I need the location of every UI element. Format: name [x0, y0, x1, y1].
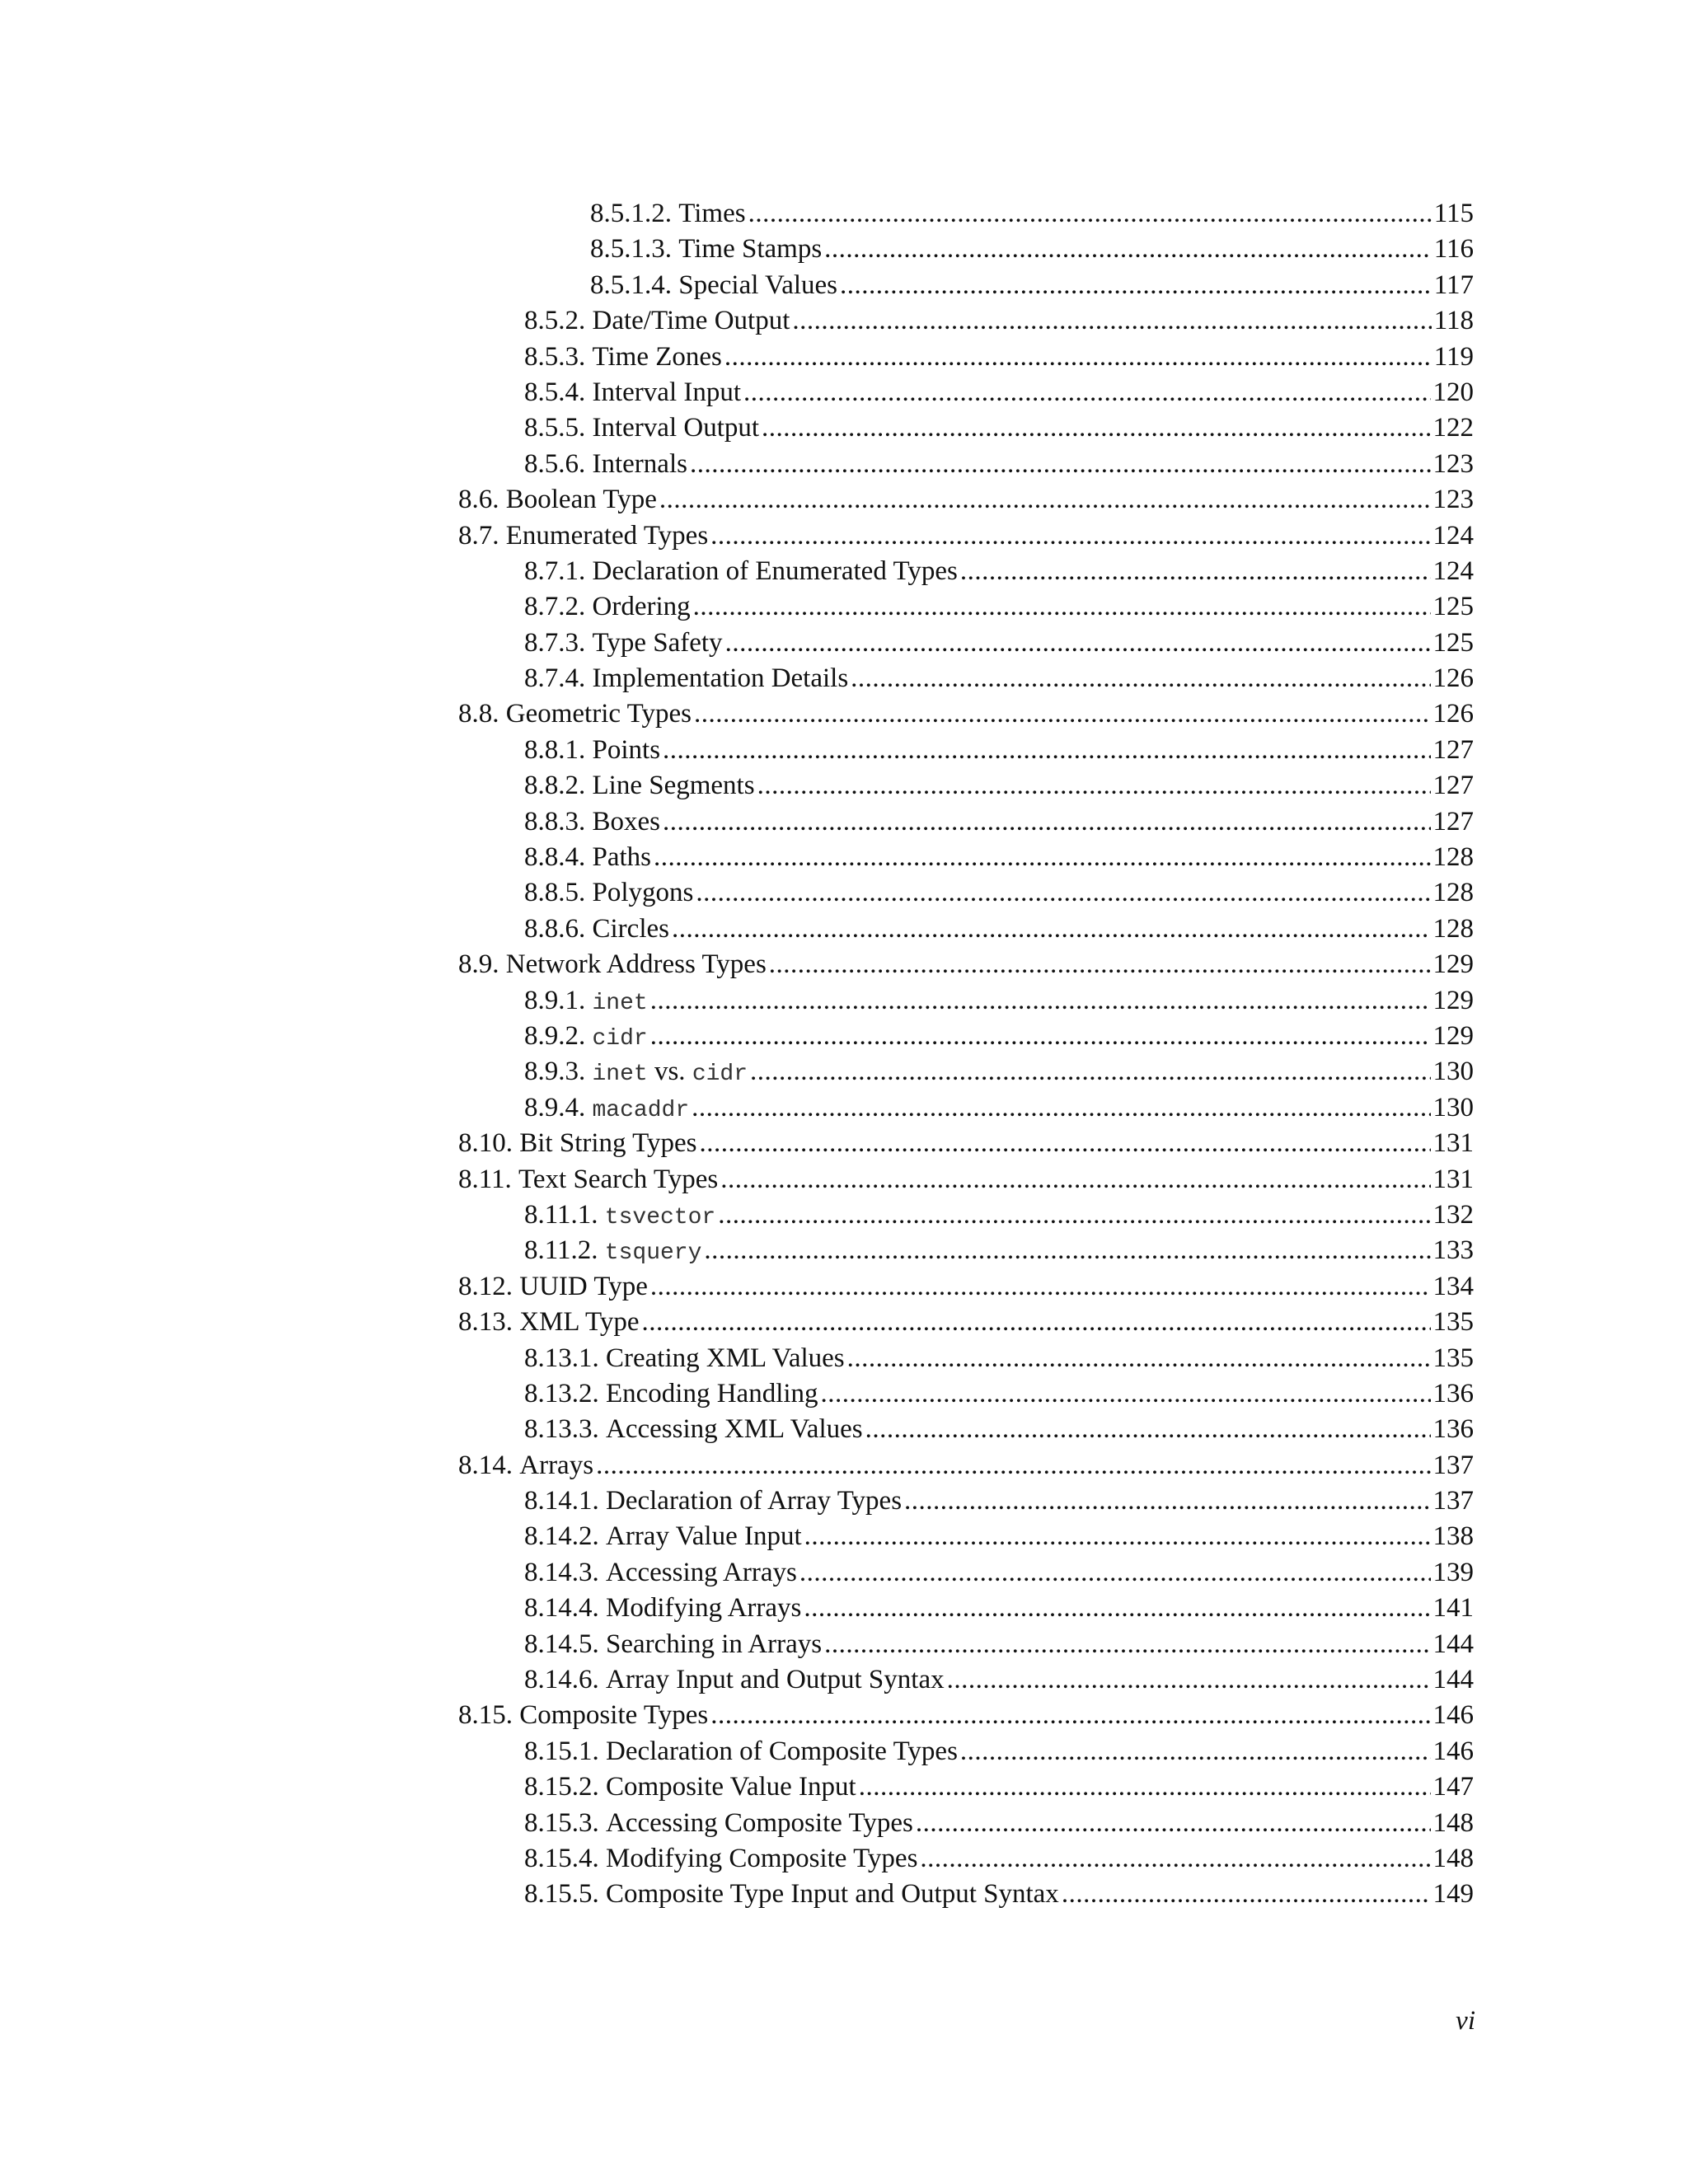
toc-entry-title-text: Composite Type Input and Output Syntax: [606, 1879, 1059, 1910]
toc-entry-page: 128: [1432, 913, 1474, 944]
toc-entry-page: 149: [1432, 1879, 1474, 1910]
toc-entry-page: 126: [1432, 699, 1474, 729]
toc-entry[interactable]: [458, 1483, 1474, 1519]
toc-dot-leader: [824, 1627, 1430, 1662]
toc-entry-title: [598, 1233, 702, 1268]
toc-dot-leader: [960, 554, 1431, 589]
toc-entry-number: 8.13.2.: [524, 1378, 599, 1408]
toc-entry[interactable]: [458, 410, 1474, 446]
toc-entry-title: [585, 554, 958, 589]
toc-entry-number: 8.9.4.: [524, 1092, 586, 1122]
toc-entry-title: [585, 661, 848, 696]
toc-entry-number: 8.13.: [458, 1307, 513, 1338]
toc-entry[interactable]: [458, 696, 1474, 732]
toc-entry-page: 125: [1432, 592, 1474, 622]
toc-entry[interactable]: [458, 482, 1474, 518]
toc-dot-leader: [704, 1233, 1430, 1268]
toc-entry-page: 128: [1432, 878, 1474, 908]
toc-dot-leader: [792, 303, 1431, 339]
toc-entry-title-text: Date/Time Output: [592, 306, 790, 336]
toc-entry-page: 148: [1432, 1843, 1474, 1873]
toc-entry-page: 138: [1432, 1521, 1474, 1552]
toc-entry-title-text: Text Search Types: [518, 1164, 719, 1194]
toc-entry-number: 8.15.1.: [524, 1736, 599, 1766]
toc-entry-title: [598, 1197, 716, 1233]
toc-entry-title-text: Line Segments: [592, 771, 755, 801]
toc-entry-number: 8.8.6.: [524, 913, 586, 944]
toc-entry[interactable]: [458, 1269, 1474, 1305]
toc-entry-number: 8.8.3.: [524, 806, 586, 837]
toc-entry-number: 8.14.: [458, 1450, 513, 1480]
toc-entry-title-text: Time Zones: [592, 341, 722, 372]
toc-entry[interactable]: [458, 1090, 1474, 1126]
toc-entry-title: [585, 447, 687, 482]
toc-entry-title: [585, 1054, 748, 1090]
toc-entry-page: 124: [1432, 520, 1474, 551]
toc-entry-title-text: Interval Input: [592, 377, 742, 407]
toc-dot-leader: [847, 1341, 1431, 1376]
toc-entry-title: [585, 410, 759, 446]
toc-entry-number: 8.11.1.: [524, 1199, 598, 1230]
toc-dot-leader: [710, 1698, 1430, 1733]
toc-entry[interactable]: [458, 1412, 1474, 1447]
toc-entry-page: 133: [1432, 1235, 1474, 1266]
toc-entry-number: 8.14.3.: [524, 1557, 599, 1587]
toc-entry-number: 8.5.1.4.: [590, 269, 672, 300]
toc-entry-page: 129: [1432, 1020, 1474, 1051]
toc-entry-title: [585, 840, 651, 875]
toc-entry-page: 144: [1432, 1629, 1474, 1659]
toc-dot-leader: [710, 518, 1430, 554]
toc-entry-title: [599, 1519, 802, 1554]
toc-entry-code: cidr: [692, 1062, 748, 1088]
toc-entry[interactable]: [458, 1019, 1474, 1054]
toc-entry-title: [585, 375, 741, 410]
toc-entry[interactable]: [458, 947, 1474, 982]
toc-dot-leader: [743, 375, 1430, 410]
toc-dot-leader: [804, 1519, 1431, 1554]
toc-dot-leader: [1062, 1877, 1431, 1912]
toc-entry-title: [599, 1483, 902, 1519]
toc-entry-title: [513, 1305, 640, 1340]
toc-entry[interactable]: [458, 447, 1474, 482]
toc-dot-leader: [663, 733, 1430, 768]
toc-entry-number: 8.5.3.: [524, 341, 586, 372]
toc-entry[interactable]: [458, 1662, 1474, 1698]
toc-entry-page: 117: [1433, 269, 1474, 300]
toc-entry[interactable]: [458, 1734, 1474, 1769]
toc-dot-leader: [859, 1769, 1431, 1805]
toc-dot-leader: [840, 268, 1432, 303]
toc-entry-title: [599, 1877, 1059, 1912]
toc-entry-number: 8.5.6.: [524, 448, 586, 479]
toc-entry-page: 123: [1432, 448, 1474, 479]
toc-dot-leader: [663, 804, 1431, 840]
toc-entry-number: 8.15.4.: [524, 1843, 599, 1873]
toc-entry[interactable]: [458, 1341, 1474, 1376]
toc-entry-title: [499, 947, 767, 982]
toc-entry[interactable]: [458, 375, 1474, 410]
toc-entry-page: 131: [1432, 1128, 1474, 1159]
toc-dot-leader: [865, 1412, 1431, 1447]
toc-entry-page: 134: [1432, 1271, 1474, 1301]
toc-entry-title-text: XML Type: [519, 1307, 640, 1338]
toc-entry-title-text: Network Address Types: [505, 949, 767, 980]
toc-entry-title-text: Interval Output: [592, 413, 760, 443]
toc-entry-number: 8.10.: [458, 1128, 513, 1159]
toc-entry-number: 8.7.2.: [524, 592, 586, 622]
table-of-contents: [458, 196, 1474, 1913]
toc-entry-title: [585, 912, 669, 947]
toc-entry-page: 119: [1433, 341, 1474, 372]
toc-entry-number: 8.15.3.: [524, 1807, 599, 1838]
toc-entry-title-text: Times: [678, 199, 746, 228]
toc-dot-leader: [724, 340, 1432, 375]
toc-entry-title: [513, 1448, 593, 1483]
toc-entry-page: 129: [1432, 985, 1474, 1015]
toc-entry-page: 131: [1432, 1164, 1474, 1194]
toc-entry-number: 8.9.1.: [524, 985, 586, 1015]
toc-entry-title-text: Composite Value Input: [606, 1772, 856, 1802]
toc-entry-title: [585, 589, 690, 625]
toc-entry-number: 8.9.: [458, 949, 499, 980]
toc-dot-leader: [960, 1734, 1431, 1769]
toc-entry[interactable]: [458, 1555, 1474, 1591]
toc-entry-page: 130: [1432, 1092, 1474, 1122]
toc-entry-title: [499, 518, 709, 554]
toc-entry-title: [585, 983, 647, 1019]
toc-entry[interactable]: [458, 983, 1474, 1019]
toc-entry[interactable]: [458, 554, 1474, 589]
toc-entry-title: [499, 696, 692, 732]
toc-entry-page: 127: [1432, 734, 1474, 765]
toc-entry-title-text: Encoding Handling: [606, 1378, 818, 1408]
toc-entry-title: [599, 1841, 918, 1877]
toc-entry[interactable]: [458, 1126, 1474, 1161]
toc-entry-page: 139: [1432, 1557, 1474, 1587]
toc-dot-leader: [824, 232, 1432, 267]
toc-dot-leader: [596, 1448, 1430, 1483]
toc-entry-title-text: Accessing Composite Types: [606, 1807, 913, 1838]
toc-entry-page: 125: [1432, 627, 1474, 658]
toc-entry-page: 136: [1432, 1378, 1474, 1408]
toc-entry[interactable]: [458, 1698, 1474, 1733]
toc-entry-title-text: Modifying Arrays: [606, 1593, 802, 1624]
toc-dot-leader: [947, 1662, 1431, 1698]
toc-entry-number: 8.11.2.: [524, 1235, 598, 1266]
toc-entry-number: 8.5.1.2.: [590, 199, 672, 228]
toc-entry-title: [585, 1019, 647, 1054]
toc-entry-title: [599, 1555, 797, 1591]
toc-entry-title-text: Accessing XML Values: [606, 1414, 863, 1445]
toc-entry-page: 116: [1433, 234, 1474, 265]
toc-entry-title-text: Boxes: [592, 806, 660, 837]
toc-entry-number: 8.8.1.: [524, 734, 586, 765]
toc-entry-title: [672, 196, 746, 232]
toc-entry-page: 124: [1432, 555, 1474, 586]
toc-entry-title-text: Boolean Type: [505, 485, 657, 515]
toc-entry-page: 135: [1432, 1343, 1474, 1373]
toc-dot-leader: [650, 1019, 1431, 1054]
toc-entry-title-text: Array Input and Output Syntax: [606, 1665, 945, 1695]
toc-entry[interactable]: [458, 340, 1474, 375]
toc-entry[interactable]: [458, 518, 1474, 554]
toc-entry[interactable]: [458, 1627, 1474, 1662]
toc-entry-page: 137: [1432, 1450, 1474, 1480]
toc-entry-title: [499, 482, 657, 518]
toc-entry-title: [513, 1126, 697, 1161]
toc-entry[interactable]: [458, 626, 1474, 661]
toc-entry-title-text: vs.: [647, 1057, 692, 1087]
toc-entry-code: cidr: [592, 1025, 648, 1052]
toc-dot-leader: [804, 1591, 1430, 1626]
toc-entry-page: 122: [1432, 413, 1474, 443]
toc-entry[interactable]: [458, 589, 1474, 625]
toc-entry-title-text: Composite Types: [519, 1700, 709, 1731]
toc-entry-number: 8.9.2.: [524, 1020, 586, 1051]
toc-entry-code: tsvector: [604, 1204, 716, 1230]
toc-entry-page: 115: [1433, 199, 1474, 228]
toc-dot-leader: [659, 482, 1431, 518]
toc-entry-title-text: Paths: [592, 842, 652, 873]
toc-entry-number: 8.13.1.: [524, 1343, 599, 1373]
toc-entry-number: 8.7.4.: [524, 663, 586, 694]
toc-entry-number: 8.14.2.: [524, 1521, 599, 1552]
toc-entry-page: 135: [1432, 1307, 1474, 1338]
toc-entry-title: [585, 768, 754, 804]
toc-dot-leader: [700, 1126, 1431, 1161]
toc-entry[interactable]: [458, 1806, 1474, 1841]
toc-entry-title: [599, 1412, 863, 1447]
toc-entry-title-text: UUID Type: [519, 1271, 648, 1301]
toc-entry-title: [599, 1806, 913, 1841]
toc-entry-number: 8.7.1.: [524, 555, 586, 586]
toc-entry-page: 137: [1432, 1486, 1474, 1516]
toc-entry-title-text: Declaration of Array Types: [606, 1486, 903, 1516]
toc-entry[interactable]: [458, 196, 1474, 232]
toc-entry-page: 141: [1432, 1593, 1474, 1624]
toc-entry[interactable]: [458, 1877, 1474, 1912]
toc-entry-number: 8.14.6.: [524, 1665, 599, 1695]
toc-entry-page: 136: [1432, 1414, 1474, 1445]
page-number: vi: [1456, 2006, 1475, 2036]
toc-dot-leader: [769, 947, 1431, 982]
toc-entry[interactable]: [458, 1197, 1474, 1233]
toc-entry-title-text: Accessing Arrays: [606, 1557, 797, 1587]
toc-entry-title: [585, 1090, 689, 1126]
toc-entry-page: 130: [1432, 1057, 1474, 1087]
toc-entry-number: 8.11.: [458, 1164, 512, 1194]
toc-entry-number: 8.15.5.: [524, 1879, 599, 1910]
toc-entry-number: 8.7.3.: [524, 627, 586, 658]
toc-entry[interactable]: [458, 661, 1474, 696]
toc-entry-number: 8.8.2.: [524, 771, 586, 801]
toc-dot-leader: [693, 589, 1431, 625]
toc-entry-number: 8.5.4.: [524, 377, 586, 407]
toc-entry-number: 8.14.1.: [524, 1486, 599, 1516]
toc-dot-leader: [672, 912, 1431, 947]
toc-dot-leader: [650, 1269, 1431, 1305]
toc-entry[interactable]: [458, 1519, 1474, 1554]
toc-entry-page: 144: [1432, 1665, 1474, 1695]
toc-entry-number: 8.5.5.: [524, 413, 586, 443]
toc-entry-title: [585, 303, 790, 339]
toc-entry-title-text: Modifying Composite Types: [606, 1843, 918, 1873]
toc-entry[interactable]: [458, 1305, 1474, 1340]
toc-entry-title-text: Circles: [592, 913, 669, 944]
toc-entry-title: [585, 340, 722, 375]
toc-entry-title: [599, 1734, 958, 1769]
toc-entry-title: [599, 1341, 845, 1376]
toc-entry-code: tsquery: [604, 1240, 702, 1267]
toc-entry[interactable]: [458, 1376, 1474, 1412]
toc-dot-leader: [748, 196, 1432, 232]
toc-entry[interactable]: [458, 1233, 1474, 1268]
toc-entry-title: [672, 268, 837, 303]
toc-entry[interactable]: [458, 1591, 1474, 1626]
toc-entry-title: [599, 1662, 945, 1698]
toc-entry-number: 8.12.: [458, 1271, 513, 1301]
toc-entry-title-text: Polygons: [592, 878, 694, 908]
toc-entry[interactable]: [458, 912, 1474, 947]
toc-entry-title-text: Searching in Arrays: [606, 1629, 823, 1659]
toc-entry-title-text: Enumerated Types: [505, 520, 709, 551]
toc-entry-code: inet: [592, 990, 648, 1016]
toc-entry-title: [599, 1769, 856, 1805]
toc-entry-title-text: Ordering: [592, 592, 691, 622]
toc-entry[interactable]: [458, 840, 1474, 875]
toc-entry[interactable]: [458, 268, 1474, 303]
toc-dot-leader: [762, 410, 1430, 446]
toc-entry[interactable]: [458, 1054, 1474, 1090]
toc-entry-number: 8.8.4.: [524, 842, 586, 873]
toc-entry-title: [585, 875, 693, 911]
toc-dot-leader: [904, 1483, 1430, 1519]
toc-entry-title-text: Geometric Types: [505, 699, 692, 729]
toc-entry-page: 132: [1432, 1199, 1474, 1230]
toc-dot-leader: [821, 1376, 1431, 1412]
toc-entry[interactable]: [458, 303, 1474, 339]
toc-entry-page: 127: [1432, 771, 1474, 801]
toc-entry-title-text: Type Safety: [592, 627, 723, 658]
toc-entry-page: 123: [1432, 485, 1474, 515]
toc-entry-title: [599, 1376, 818, 1412]
toc-entry-page: 146: [1432, 1700, 1474, 1731]
toc-dot-leader: [654, 840, 1430, 875]
toc-dot-leader: [720, 1162, 1430, 1197]
toc-entry-title: [585, 804, 660, 840]
toc-dot-leader: [851, 661, 1430, 696]
toc-entry[interactable]: [458, 232, 1474, 267]
toc-entry-title: [599, 1627, 822, 1662]
toc-entry-title-text: Time Stamps: [678, 234, 823, 265]
toc-entry-title: [512, 1162, 718, 1197]
toc-entry-page: 128: [1432, 842, 1474, 873]
toc-entry-number: 8.8.5.: [524, 878, 586, 908]
toc-entry-code: macaddr: [592, 1097, 690, 1123]
toc-dot-leader: [692, 1090, 1430, 1126]
toc-entry-number: 8.15.2.: [524, 1772, 599, 1802]
toc-entry-page: 148: [1432, 1807, 1474, 1838]
toc-entry[interactable]: [458, 1448, 1474, 1483]
toc-entry[interactable]: [458, 733, 1474, 768]
toc-entry-title-text: Array Value Input: [606, 1521, 802, 1552]
toc-entry-number: 8.6.: [458, 485, 499, 515]
toc-entry-title-text: Internals: [592, 448, 687, 479]
toc-dot-leader: [920, 1841, 1430, 1877]
toc-dot-leader: [916, 1806, 1431, 1841]
toc-entry-title-text: Creating XML Values: [606, 1343, 845, 1373]
toc-entry-number: 8.5.1.3.: [590, 234, 672, 265]
toc-entry[interactable]: [458, 1841, 1474, 1877]
toc-entry-code: inet: [592, 1062, 648, 1088]
toc-dot-leader: [799, 1555, 1431, 1591]
toc-entry-number: 8.7.: [458, 520, 499, 551]
toc-entry[interactable]: [458, 804, 1474, 840]
toc-entry-title-text: Arrays: [519, 1450, 594, 1480]
toc-entry[interactable]: [458, 1162, 1474, 1197]
toc-dot-leader: [725, 626, 1431, 661]
toc-dot-leader: [694, 696, 1430, 732]
toc-dot-leader: [690, 447, 1431, 482]
toc-entry-title: [513, 1698, 708, 1733]
toc-entry-page: 118: [1433, 306, 1474, 336]
toc-entry-page: 126: [1432, 663, 1474, 694]
toc-entry-number: 8.8.: [458, 699, 499, 729]
toc-dot-leader: [650, 983, 1431, 1019]
toc-entry-title: [513, 1269, 648, 1305]
toc-dot-leader: [696, 875, 1430, 911]
toc-entry-page: 129: [1432, 949, 1474, 980]
toc-entry-page: 147: [1432, 1772, 1474, 1802]
toc-entry-title-text: Declaration of Composite Types: [606, 1736, 958, 1766]
toc-entry-title: [585, 626, 722, 661]
toc-dot-leader: [750, 1054, 1430, 1090]
toc-entry-page: 146: [1432, 1736, 1474, 1766]
toc-entry[interactable]: [458, 875, 1474, 911]
toc-entry-number: 8.9.3.: [524, 1057, 586, 1087]
toc-dot-leader: [718, 1197, 1430, 1233]
toc-dot-leader: [642, 1305, 1431, 1340]
toc-entry[interactable]: [458, 1769, 1474, 1805]
toc-entry-title: [585, 733, 660, 768]
toc-entry-title-text: Implementation Details: [592, 663, 849, 694]
toc-entry-title-text: Special Values: [678, 269, 838, 300]
toc-entry-title-text: Bit String Types: [519, 1128, 697, 1159]
toc-entry-number: 8.14.5.: [524, 1629, 599, 1659]
toc-entry-number: 8.5.2.: [524, 306, 586, 336]
toc-entry-number: 8.13.3.: [524, 1414, 599, 1445]
toc-entry-title: [599, 1591, 802, 1626]
toc-entry-number: 8.14.4.: [524, 1593, 599, 1624]
toc-entry-number: 8.15.: [458, 1700, 513, 1731]
toc-entry-title: [672, 232, 822, 267]
toc-entry-title-text: Points: [592, 734, 661, 765]
toc-dot-leader: [757, 768, 1431, 804]
toc-entry-title-text: Declaration of Enumerated Types: [592, 555, 958, 586]
toc-entry[interactable]: [458, 768, 1474, 804]
toc-entry-page: 127: [1432, 806, 1474, 837]
toc-entry-page: 120: [1432, 377, 1474, 407]
